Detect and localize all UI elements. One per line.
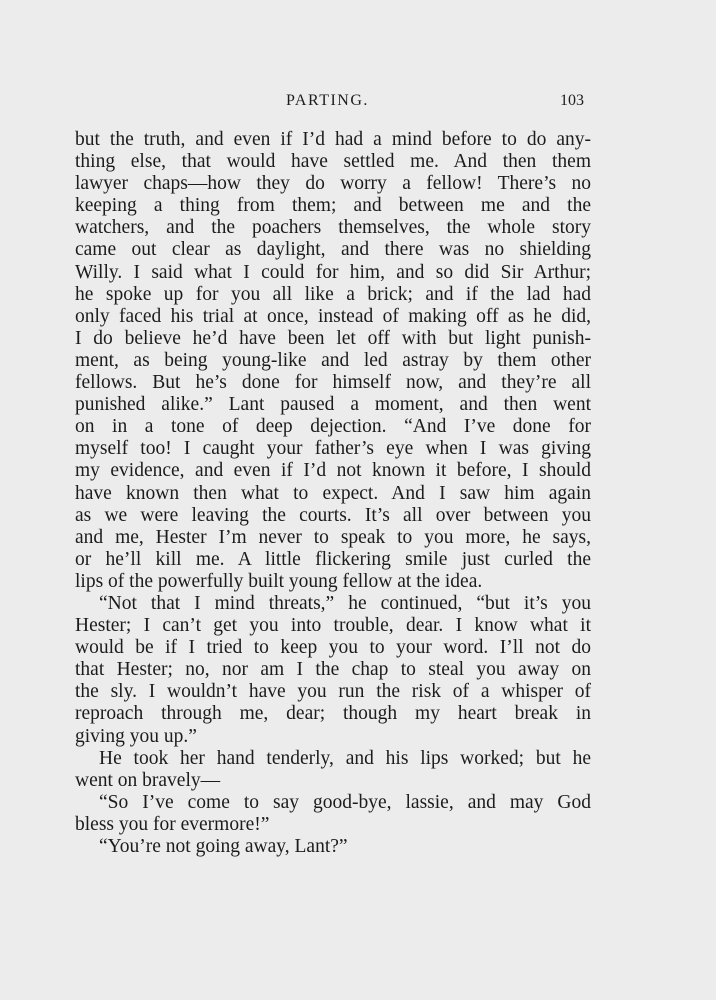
text-line: “You’re not going away, Lant?” [99,836,348,857]
text-line: or he’ll kill me. A little flickering smile just curled the [75,548,591,570]
text-line: punished alike.” Lant paused a moment, and then went [75,394,591,416]
text-line: He took her hand tenderly, and his lips worked; but he [99,747,591,769]
text-line: would be if I tried to keep you to your word. I’ll not do [75,637,591,659]
text-line: the sly. I wouldn’t have you run the risk of a whisper of [75,681,591,703]
text-line: have known then what to expect. And I saw him again [75,482,591,504]
text-line: reproach through me, dear; though my heart break in [75,703,591,725]
text-line: Hester; I can’t get you into trouble, dear. I know what it [75,615,591,637]
text-line: as we were leaving the courts. It’s all over between you [75,504,591,526]
running-title: PARTING. [286,92,369,109]
text-line: he spoke up for you all like a brick; and if the lad had [75,283,591,305]
text-line: came out clear as daylight, and there was no shielding [75,239,591,261]
text-line: lips of the powerfully built young fellow at the idea. [75,570,483,592]
page-number: 103 [560,92,584,109]
text-line: thing else, that would have settled me. And then them [75,151,591,173]
text-line: and me, Hester I’m never to speak to you more, he says, [75,526,591,548]
text-line: only faced his trial at once, instead of making off as he did, [75,305,591,327]
text-line: fellows. But he’s done for himself now, and they’re all [75,372,591,394]
text-line: “So I’ve come to say good-bye, lassie, and may God [99,791,591,813]
text-line: on in a tone of deep dejection. “And I’ve done for [75,416,591,438]
text-line: ment, as being young-like and led astray by them other [75,349,591,371]
text-line: bless you for evermore!” [75,813,270,835]
text-line: my evidence, and even if I’d not known it before, I should [75,460,591,482]
text-line: myself too! I caught your father’s eye when I was giving [75,438,591,460]
text-line: that Hester; no, nor am I the chap to steal you away on [75,659,591,681]
text-line: Willy. I said what I could for him, and so did Sir Arthur; [75,261,591,283]
text-line: I do believe he’d have been let off with but light punish- [75,327,591,349]
text-line: but the truth, and even if I’d had a mind before to do any- [75,129,591,150]
body-text [75,129,591,858]
text-line: watchers, and the poachers themselves, the whole story [75,217,591,239]
text-line: lawyer chaps—how they do worry a fellow! There’s no [75,173,591,195]
text-line: keeping a thing from them; and between me and the [75,195,591,217]
running-head [0,92,716,114]
text-line: giving you up.” [75,725,197,747]
text-line: “Not that I mind threats,” he continued, “but it’s you [99,592,591,614]
text-line: went on bravely— [75,769,221,791]
